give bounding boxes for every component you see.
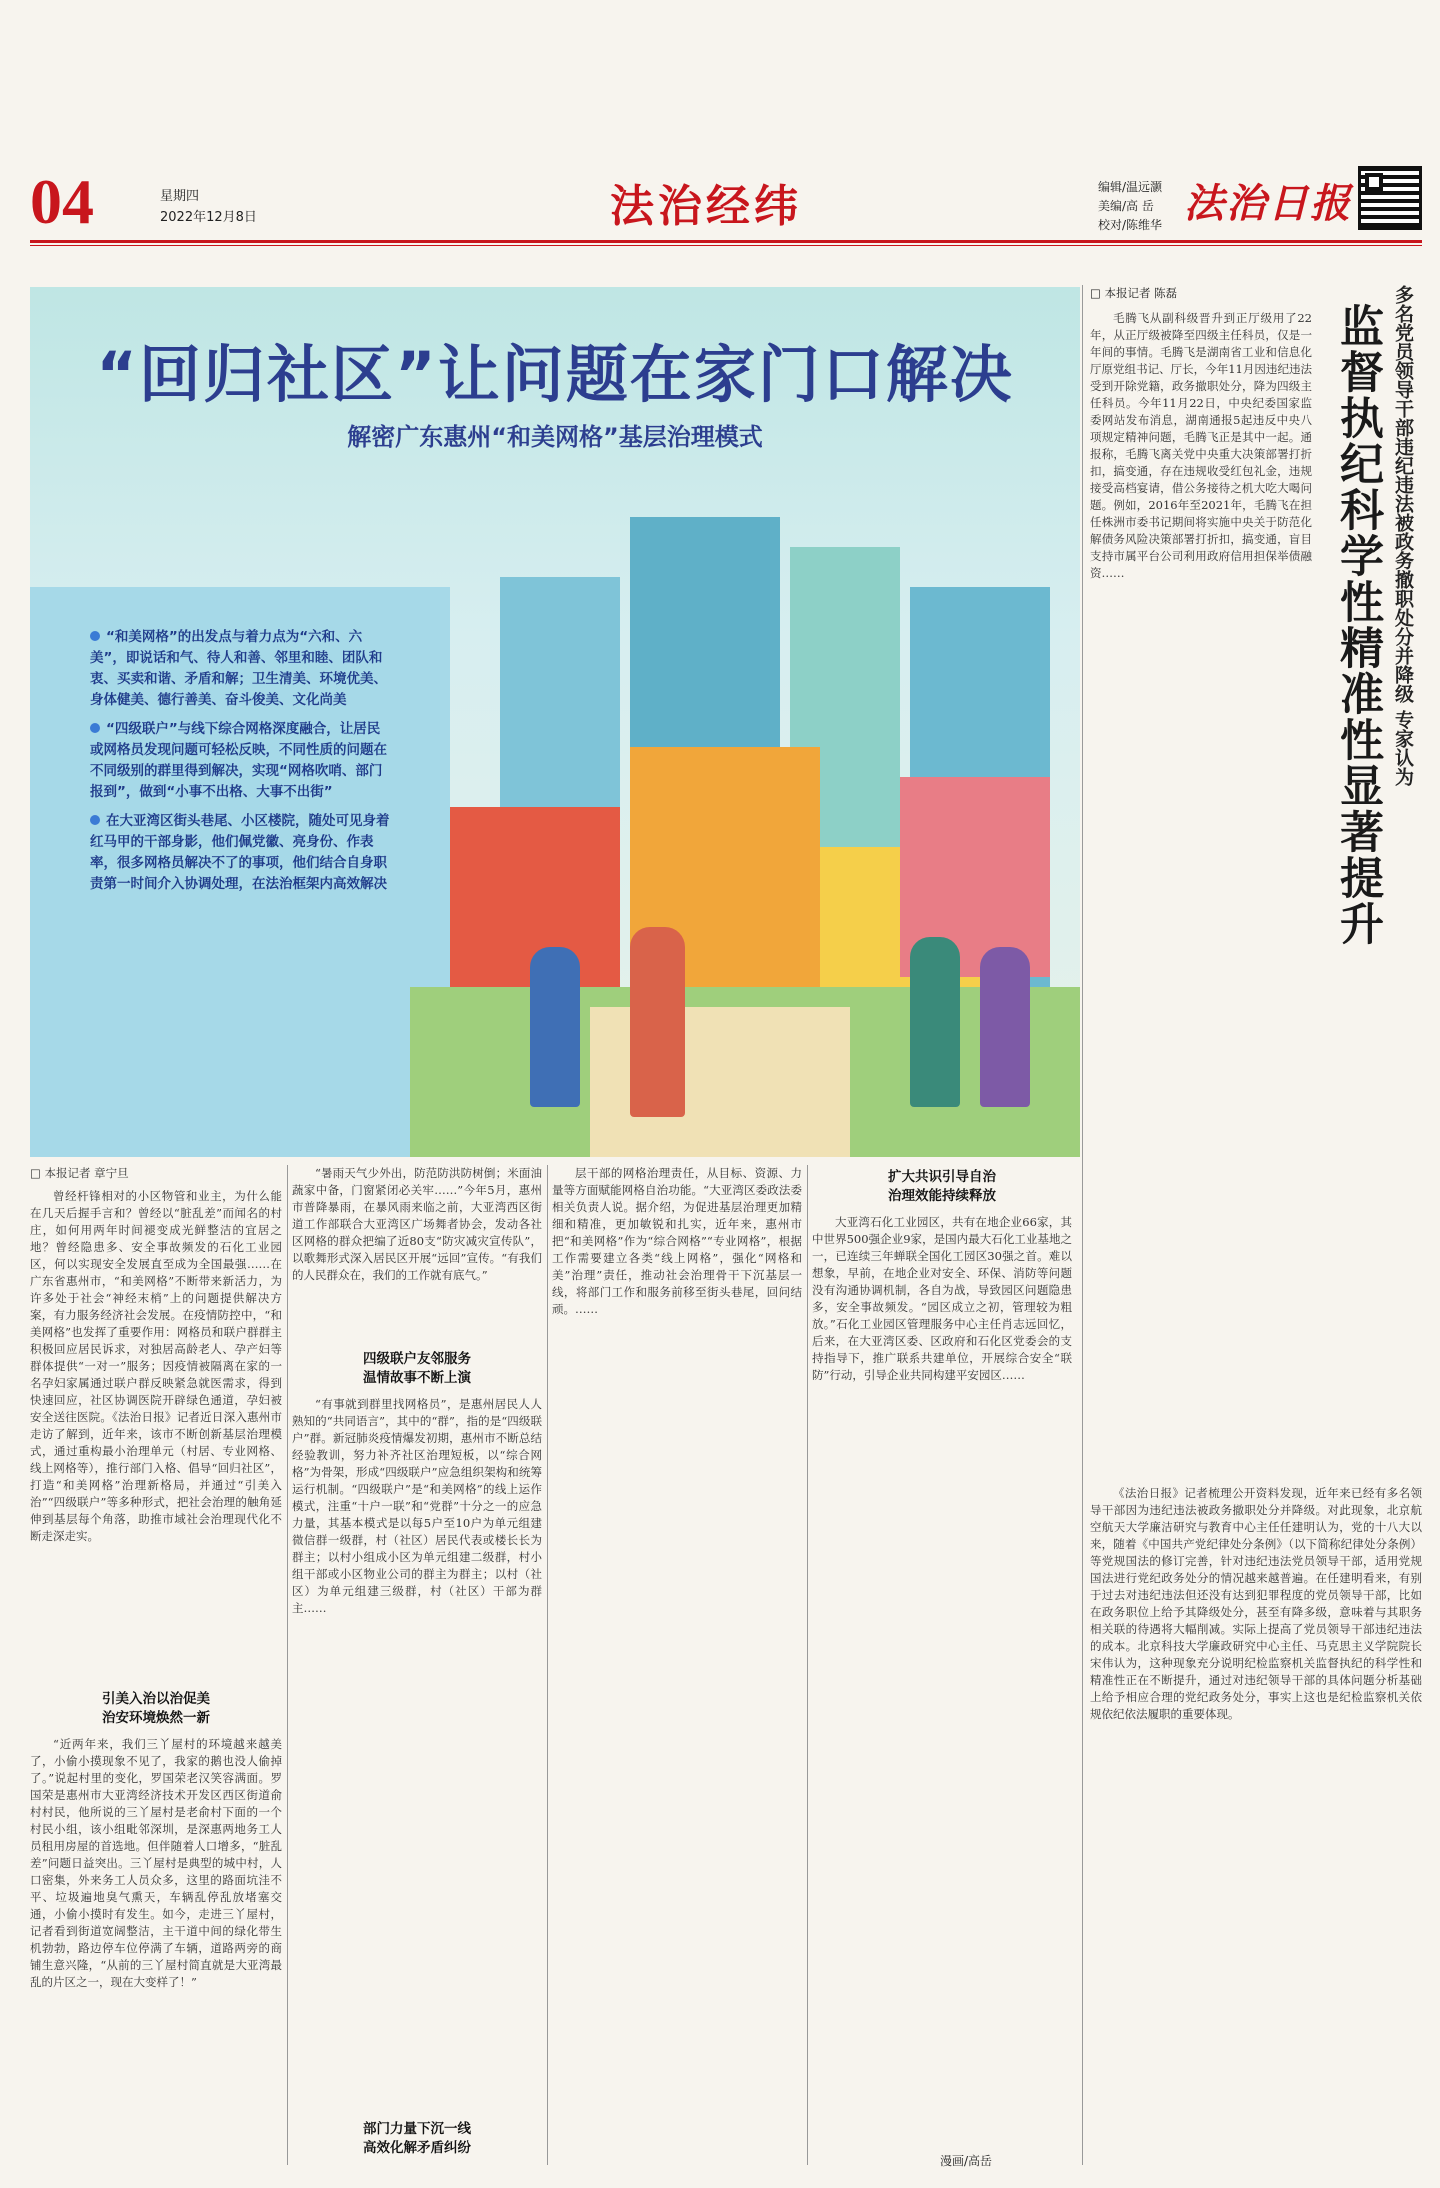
column-rule [1082, 285, 1083, 2165]
feature-column-4: 大亚湾石化工业园区，共有在地企业66家，其中世界500强企业9家，是国内最大石化工业基地之一，已连续三年蝉联全国化工园区30强之首。难以想象，早前，在地企业对安全、环保、消防等问题没有沟通协调机制，各自为战，导致园区问题隐患多，安全事故频发。“园区成立之初，管理较为粗放。”石化工业园区管理服务中心主任肖志远回忆，后来，在大亚湾区委、区政府和石化区党委会的支持指导下，推广联系共建单位，开展综合安全“联防”行动，引导企业共同构建平安园区…… [812, 1215, 1072, 1382]
feature-subhead-2: 四级联户友邻服务 温情故事不断上演 [363, 1351, 471, 1386]
summary-bullets [90, 627, 390, 903]
column-rule [547, 1165, 548, 2165]
editor-credit: 编辑/温远灏 [1098, 180, 1163, 194]
illustration-credit: 漫画/高岳 [940, 2154, 993, 2168]
feature-illustration [30, 287, 1080, 1157]
elderly-figure [910, 937, 960, 1107]
feature-column-2: “暑雨天气少外出，防范防洪防树倒；米面油蔬家中备，门窗紧闭必关牢……”今年5月，惠州市普降暴雨，在暴风雨来临之前，大亚湾西区街道工作部联合大亚湾区广场舞者协会，发动各社区网格的群众把编了近80支“防灾减灾宣传队”，以歌舞形式深入居民区开展“远回”宣传。“有我们的人民群众在，我们的工作就有底气。” [292, 1166, 542, 1282]
right-article-column-a: 毛腾飞从副科级晋升到正厅级用了22年，从正厅级被降至四级主任科员，仅是一年间的事情。毛腾飞是湖南省工业和信息化厅原党组书记、厅长，今年11月因违纪违法受到开除党籍，政务撤职处分，降为四级主任科员。今年11月22日，中央纪委国家监委网站发布消息，湖南通报5起违反中央八项规定精神问题，毛腾飞正是其中一起。通报称，毛腾飞离关党中央重大决策部署打折扣，搞变通，存在违规收受红包礼金，违规接受高档宴请，借公务接待之机大吃大喝问题。例如，2016年至2021年，毛腾飞在担任株洲市委书记期间将实施中央关于防范化解债务风险决策部署打折扣，搞变通，盲目支持市属平台公司利用政府信用担保举债融资…… [1090, 311, 1312, 580]
path [590, 1007, 850, 1157]
summary-bullet: 在大亚湾区街头巷尾、小区楼院，随处可见身着红马甲的干部身影，他们佩党徽、亮身份、作表率，很多网格员解决不了的事项，他们结合自身职责第一时间介入协调处理，在法治框架内高效解决 [90, 813, 390, 892]
feature-column-2b: “有事就到群里找网格员”，是惠州居民人人熟知的“共同语言”，其中的“群”，指的是“四级联户”群。新冠肺炎疫情爆发初期，惠州市不断总结经验教训，努力补齐社区治理短板，以“综合网格”为骨架，形成“四级联户”应急组织架构和统筹运行机制。“四级联户”是“和美网格”的线上运作模式，注重“十户一联”和“党群”十分之一的应急力量，其基本模式是以每5户至10户为单元组建微信群一级群，村（社区）居民代表或楼长长为群主；以村小组成小区为单元组建二级群，村小组干部或小区物业公司的群主为群主；以村（社区）为单元组建三级群，村（社区）干部为群主…… [292, 1397, 542, 1615]
right-article-headline: 监督执纪科学性精准性显著提升 [1332, 303, 1383, 947]
header-divider [30, 240, 1422, 243]
section-title: 法治经纬 [610, 181, 802, 232]
feature-subhead-3: 部门力量下沉一线 高效化解矛盾纠纷 [363, 2121, 471, 2156]
feature-byline: □ 本报记者 章宁旦 [30, 1166, 129, 1180]
bullet-dot-icon [90, 723, 100, 733]
bullet-dot-icon [90, 631, 100, 641]
summary-bullet: “和美网格”的出发点与着力点为“六和、六美”，即说话和气、待人和善、邻里和睦、团队和衷、买卖和谐、矛盾和解；卫生清美、环境优美、身体健美、德行善美、奋斗俊美、文化尚美 [90, 629, 387, 708]
newspaper-logo: 法治日报 [1184, 180, 1352, 227]
summary-bullet: “四级联户”与线下综合网格深度融合，让居民或网格员发现问题可轻松反映，不同性质的问题在不同级别的群里得到解决，实现“网格吹哨、部门报到”，做到“小事不出格、大事不出街” [90, 721, 387, 800]
weekday: 星期四 [160, 189, 200, 204]
right-article-heading [1320, 285, 1430, 1045]
feature-subhead-1: 引美入治以治促美 治安环境焕然一新 [102, 1691, 210, 1726]
qr-code-icon [1358, 166, 1422, 230]
resident-figure [630, 927, 685, 1117]
column-rule [287, 1165, 288, 2165]
feature-subhead-4: 扩大共识引导自治 治理效能持续释放 [888, 1169, 996, 1204]
issue-date: 2022年12月8日 [160, 210, 257, 225]
page-number: 04 [30, 166, 94, 237]
bullet-dot-icon [90, 815, 100, 825]
right-article-kicker: 多名党员领导干部违纪违法被政务撤职处分并降级 专家认为 [1392, 285, 1414, 786]
feature-column-1b: “近两年来，我们三丫屋村的环境越来越美了，小偷小摸现象不见了，我家的鹅也没人偷掉了。”说起村里的变化，罗国荣老汉笑容满面。罗国荣是惠州市大亚湾经济技术开发区西区街道俞村村民，他所说的三丫屋村是老俞村下面的一个村民小组，该小组毗邻深圳，是深惠两地务工人员租用房屋的首选地。但伴随着人口增多，“脏乱差”问题日益突出。三丫屋村是典型的城中村，人口密集，外来务工人员众多，这里的路面坑洼不平、垃圾遍地臭气熏天，车辆乱停乱放堵塞交通，小偷小摸时有发生。如今，走进三丫屋村，记者看到街道宽阔整洁，主干道中间的绿化带生机勃勃，路边停车位停满了车辆，道路两旁的商铺生意兴隆，“从前的三丫屋村简直就是大亚湾最乱的片区之一，现在大变样了！” [30, 1737, 282, 1989]
designer-credit: 美编/高 岳 [1098, 199, 1154, 213]
elderly-figure [980, 947, 1030, 1107]
column-rule [807, 1165, 808, 2165]
resident-figure [530, 947, 580, 1107]
staff-credits [1098, 178, 1162, 235]
header-divider-thin [30, 245, 1422, 246]
feature-headline: “回归社区”让问题在家门口解决 [96, 338, 1014, 411]
right-article-column-b: 《法治日报》记者梳理公开资料发现，近年来已经有多名领导干部因为违纪违法被政务撤职处分并降级。对此现象，北京航空航天大学廉洁研究与教育中心主任任建明认为，党的十八大以来，随着《中国共产党纪律处分条例》（以下简称纪律处分条例）等党规国法的修订完善，针对违纪违法党员领导干部，适用党规国法进行党纪政务处分的情况越来越普遍。在任建明看来，有别于过去对违纪违法但还没有达到犯罪程度的党员领导干部，比如在政务职位上给予其降级处分，甚至有降多级，意味着与其职务相关联的待遇将大幅削减。实际上提高了党员领导干部违纪违法的成本。北京科技大学廉政研究中心主任、马克思主义学院院长宋伟认为，这种现象充分说明纪检监察机关监督执纪的科学性和精准性正在不断提升，通过对违纪领导干部的具体问题分析基础上给予相应合理的党纪政务处分，事实上这也是纪检监察机关依规依纪依法履职的重要体现。 [1090, 1486, 1422, 1721]
feature-column-1: 曾经杆锋相对的小区物管和业主，为什么能在几天后握手言和？曾经以“脏乱差”而闻名的村庄，如何用两年时间褪变成光鲜整洁的宜居之地？曾经隐患多、安全事故频发的石化工业园区，何以实现安全发展直至成为全国最强……在广东省惠州市，“和美网格”不断带来新活力，为许多处于社会“神经末梢”上的问题提供解决方案，有力服务经济社会发展。在疫情防控中，“和美网格”也发挥了重要作用：网格员和联户群群主积极回应居民诉求，对独居高龄老人、孕产妇等群体提供“一对一”服务；因疫情被隔离在家的一名孕妇家属通过联户群反映紧急就医需求，得到快速回应，社区协调医院开辟绿色通道，孕妇被安全送往医院。《法治日报》记者近日深入惠州市走访了解到，近年来，该市不断创新基层治理模式，通过重构最小治理单元（村居、专业网格、线上网格等），推行部门入格、倡导“回归社区”，打造“和美网格”治理新格局，并通过“引美入治”“四级联户”等多种形式，把社会治理的触角延伸到基层每个角落，助推市域社会治理现代化不断走深走实。 [30, 1189, 282, 1543]
right-article-byline: □ 本报记者 陈磊 [1090, 286, 1178, 300]
feature-column-3: 层干部的网格治理责任，从目标、资源、力量等方面赋能网格自治功能。“大亚湾区委政法委相关负责人说。据介绍，为促进基层治理更加精细和精准，更加敏锐和扎实，近年来，惠州市把“和美网格”作为“综合网格”“专业网格”，根据工作需要建立各类“线上网格”，强化“网格和美”治理”责任，推动社会治理骨干下沉基层一线，将部门工作和服务前移至街头巷尾，回问结顽。…… [552, 1166, 802, 1316]
proofreader-credit: 校对/陈维华 [1098, 218, 1163, 232]
feature-subheadline: 解密广东惠州“和美网格”基层治理模式 [347, 423, 763, 451]
